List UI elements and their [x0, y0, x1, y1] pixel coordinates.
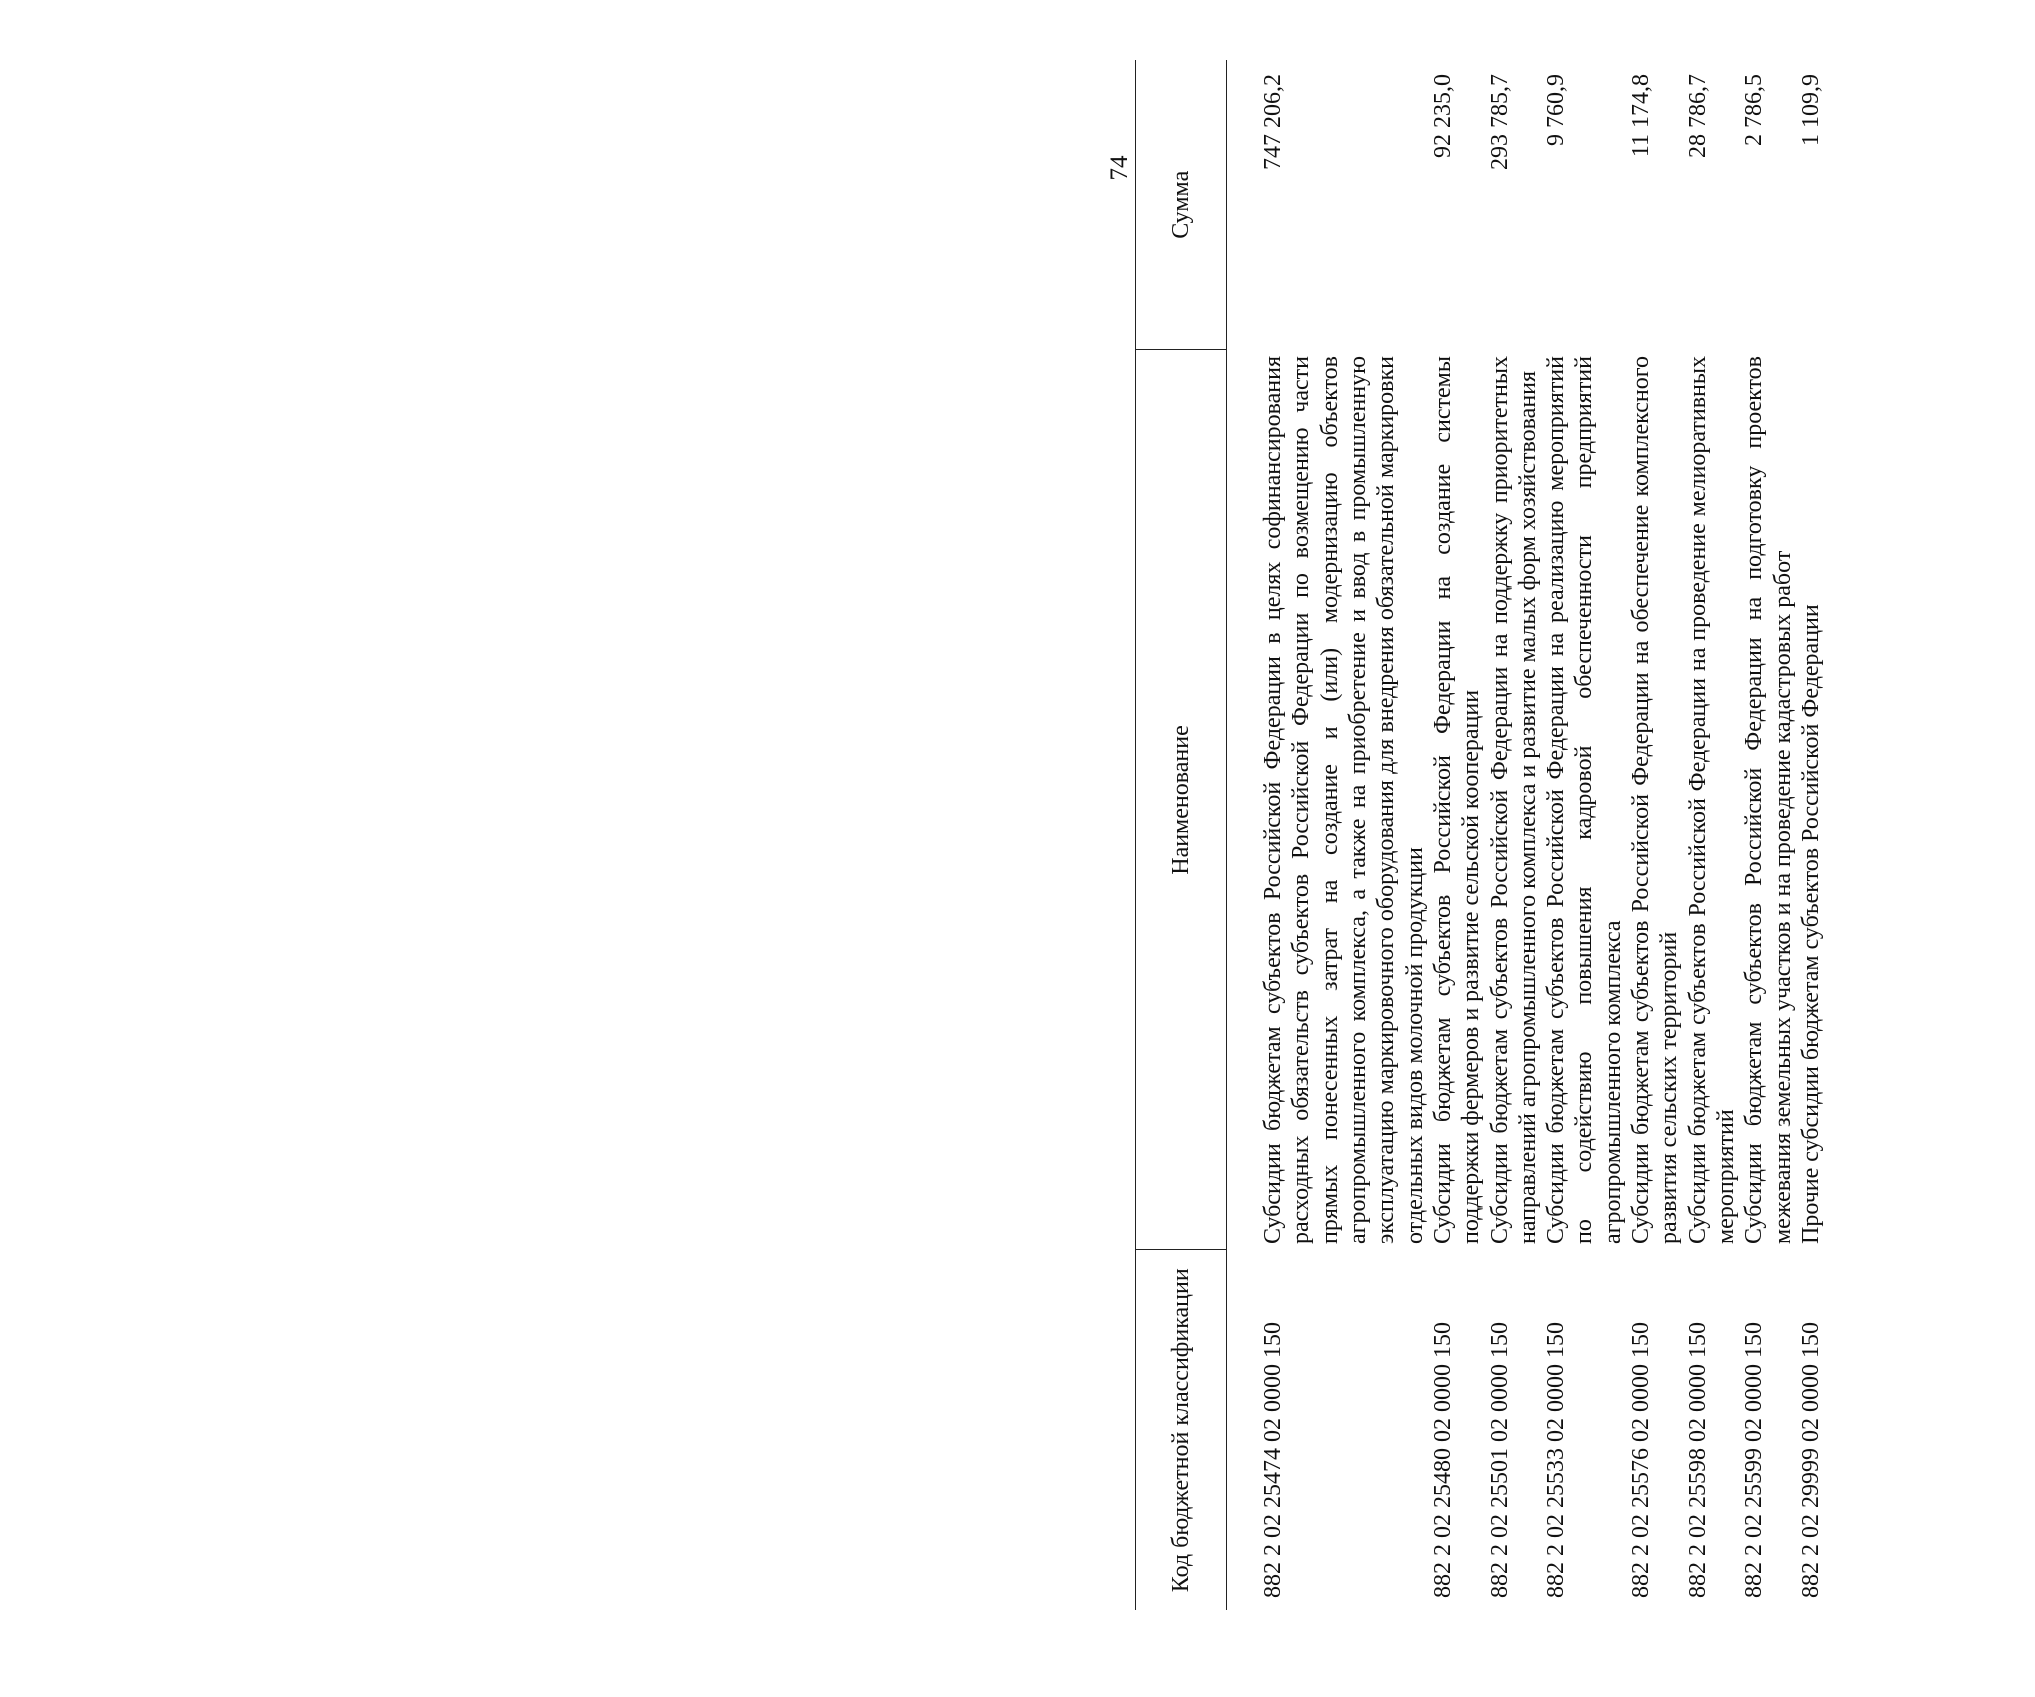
- row-code: 882 2 02 25474 02 0000 150: [1260, 1322, 1286, 1598]
- row-sum: 1 109,9: [1797, 74, 1824, 146]
- table-row: [1684, 60, 1741, 1610]
- page-number: 74: [1106, 155, 1133, 181]
- row-sum: 92 235,0: [1429, 74, 1456, 158]
- row-name: Субсидии бюджетам субъектов Российской Федерации на создание системы поддержки фермеров и развитие сельской кооперации: [1429, 356, 1485, 1244]
- row-name: Субсидии бюджетам субъектов Российской Федерации на подготовку проектов межевания земельных участков и на проведение кадастровых работ: [1741, 356, 1796, 1244]
- row-code: 882 2 02 25576 02 0000 150: [1628, 1322, 1655, 1598]
- row-name: Субсидии бюджетам субъектов Российской Федерации на поддержку приоритетных направлений агропромышленного комплекса и развитие малых форм хозяйствования: [1486, 356, 1541, 1244]
- rotated-table-container: [1135, 60, 2035, 1610]
- row-name: Субсидии бюджетам субъектов Российской Федерации на проведение мелиоративных мероприятий: [1684, 356, 1739, 1244]
- row-sum: 293 785,7: [1486, 74, 1513, 170]
- row-sum: 747 206,2: [1260, 74, 1286, 170]
- row-code: 882 2 02 25501 02 0000 150: [1486, 1322, 1513, 1598]
- row-sum: 9 760,9: [1543, 74, 1570, 146]
- row-code: 882 2 02 25598 02 0000 150: [1684, 1322, 1711, 1598]
- header-code: Код бюджетной классификации: [1136, 1250, 1227, 1610]
- table-row: [1227, 60, 1429, 1610]
- table-header-row: [1136, 60, 1227, 1610]
- header-sum: Сумма: [1136, 60, 1227, 350]
- table-row: [1429, 60, 1486, 1610]
- header-name: Наименование: [1136, 350, 1227, 1250]
- row-sum: 28 786,7: [1684, 74, 1711, 158]
- row-name: Прочие субсидии бюджетам субъектов Российской Федерации: [1797, 604, 1824, 1244]
- row-code: 882 2 02 25480 02 0000 150: [1429, 1322, 1456, 1598]
- table-row: [1797, 60, 1825, 1610]
- table-row: [1627, 60, 1684, 1610]
- table-row: [1542, 60, 1627, 1610]
- row-name: Субсидии бюджетам субъектов Российской Федерации на обеспечение комплексного развития сельских территорий: [1628, 356, 1683, 1244]
- budget-table: [1135, 60, 1825, 1610]
- row-code: 882 2 02 29999 02 0000 150: [1797, 1322, 1824, 1598]
- row-name: Субсидии бюджетам субъектов Российской Федерации на реализацию мероприятий по содействию повышения кадровой обеспеченности предприятий агропромышленного комплекса: [1543, 356, 1626, 1244]
- row-sum: 11 174,8: [1628, 74, 1655, 158]
- row-code: 882 2 02 25533 02 0000 150: [1543, 1322, 1570, 1598]
- row-sum: 2 786,5: [1741, 74, 1768, 146]
- table-row: [1486, 60, 1543, 1610]
- row-name: Субсидии бюджетам субъектов Российской Федерации в целях софинансирования расходных обязательств субъектов Российской Федерации по возмещению части прямых понесенных затрат на создание и (или) модернизацию объектов агропромышленного комплекса, а также на приобретение и ввод в промышленную эксплуатацию маркировочного оборудования для внедрения обязательной маркировки отдельных видов молочной продукции: [1260, 356, 1428, 1244]
- row-code: 882 2 02 25599 02 0000 150: [1741, 1322, 1768, 1598]
- table-row: [1740, 60, 1797, 1610]
